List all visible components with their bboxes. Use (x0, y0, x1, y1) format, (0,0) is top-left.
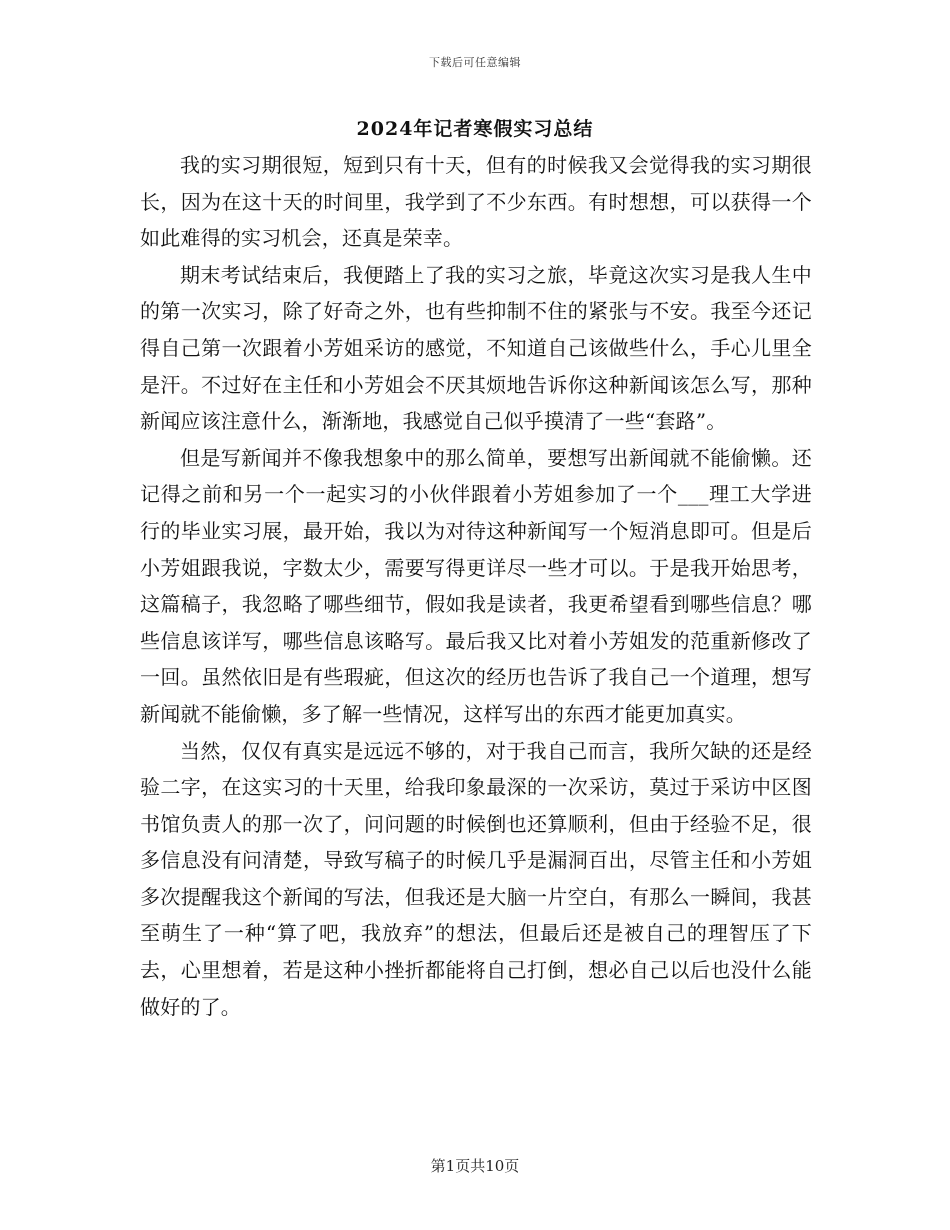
paragraph-2: 期末考试结束后，我便踏上了我的实习之旅，毕竟这次实习是我人生中的第一次实习，除了好奇之外，也有些抑制不住的紧张与不安。我至今还记得自己第一次跟着小芳姐采访的感觉，不知道自己该做些什么，手心儿里全是汗。不过好在主任和小芳姐会不厌其烦地告诉你这种新闻该怎么写，那种新闻应该注意什么，渐渐地，我感觉自己似乎摸清了一些“套路”。 (140, 262, 812, 434)
page-number: 第1页共10页 (430, 1157, 520, 1175)
paragraph-3: 但是写新闻并不像我想象中的那么简单，要想写出新闻就不能偷懒。还记得之前和另一个一起实习的小伙伴跟着小芳姐参加了一个___理工大学进行的毕业实习展，最开始，我以为对待这种新闻写一个短消息即可。但是后小芳姐跟我说，字数太少，需要写得更详尽一些才可以。于是我开始思考，这篇稿子，我忽略了哪些细节，假如我是读者，我更希望看到哪些信息？哪些信息该详写，哪些信息该略写。最后我又比对着小芳姐发的范重新修改了一回。虽然依旧是有些瑕疵，但这次的经历也告诉了我自己一个道理，想写新闻就不能偷懒，多了解一些情况，这样写出的东西才能更加真实。 (140, 445, 812, 726)
header-note: 下载后可任意编辑 (429, 56, 521, 69)
paragraph-4: 当然，仅仅有真实是远远不够的，对于我自己而言，我所欠缺的还是经验二字，在这实习的十天里，给我印象最深的一次采访，莫过于采访中区图书馆负责人的那一次了，问问题的时候倒也还算顺利，但由于经验不足，很多信息没有问清楚，导致写稿子的时候几乎是漏洞百出，尽管主任和小芳姐多次提醒我这个新闻的写法，但我还是大脑一片空白，有那么一瞬间，我甚至萌生了一种“算了吧，我放弃”的想法，但最后还是被自己的理智压了下去，心里想着，若是这种小挫折都能将自己打倒，想必自己以后也没什么能做好的了。 (140, 738, 812, 1019)
paragraph-1: 我的实习期很短，短到只有十天，但有的时候我又会觉得我的实习期很长，因为在这十天的时间里，我学到了不少东西。有时想想，可以获得一个如此难得的实习机会，还真是荣幸。 (140, 153, 812, 251)
document-title: 2024年记者寒假实习总结 (356, 118, 594, 140)
document-body (140, 147, 812, 1025)
